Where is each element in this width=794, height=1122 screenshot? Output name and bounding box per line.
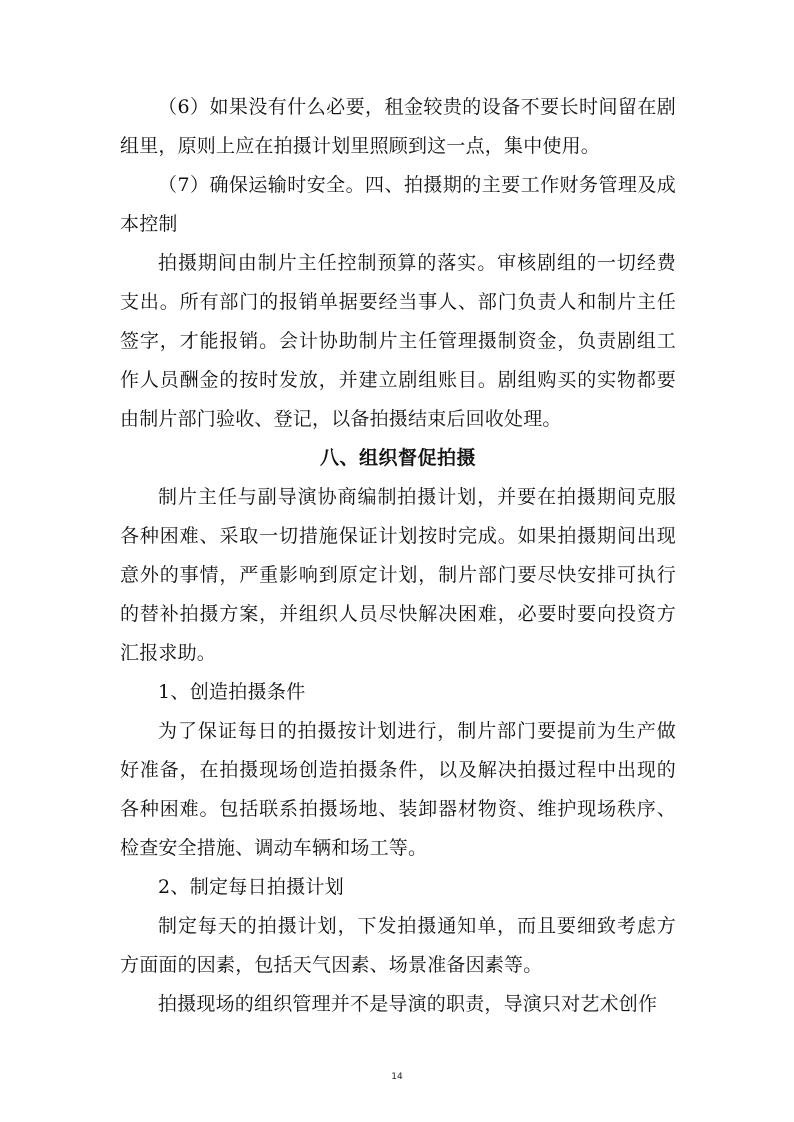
document-body (120, 88, 676, 1024)
paragraph-equipment-rental: （6）如果没有什么必要，租金较贵的设备不要长时间留在剧组里，原则上应在拍摄计划里照顾到这一点，集中使用。 (120, 96, 676, 157)
paragraph-daily-plan: 制定每天的拍摄计划，下发拍摄通知单，而且要细致考虑方方面面的因素，包括天气因素、场景准备因素等。 (120, 915, 676, 976)
subheading-daily-plan: 2、制定每日拍摄计划 (158, 876, 345, 898)
paragraph-shooting-conditions: 为了保证每日的拍摄按计划进行，制片部门要提前为生产做好准备，在拍摄现场创造拍摄条件，以及解决拍摄过程中出现的各种困难。包括联系拍摄场地、装卸器材物资、维护现场秩序、检查安全措施、调动车辆和场工等。 (120, 720, 676, 859)
page-number: 14 (391, 1072, 403, 1082)
subheading-shooting-conditions: 1、创造拍摄条件 (158, 681, 306, 703)
section-heading: 八、组织督促拍摄 (319, 447, 476, 469)
paragraph-transport-safety: （7）确保运输时安全。四、拍摄期的主要工作财务管理及成本控制 (120, 174, 676, 235)
paragraph-budget-control: 拍摄期间由制片主任控制预算的落实。审核剧组的一切经费支出。所有部门的报销单据要经当事人、部门负责人和制片主任签字，才能报销。会计协助制片主任管理摄制资金，负责剧组工作人员酬金的按时发放，并建立剧组账目。剧组购买的实物都要由制片部门验收、登记，以备拍摄结束后回收处理。 (120, 252, 676, 430)
paragraph-shooting-plan: 制片主任与副导演协商编制拍摄计划，并要在拍摄期间克服各种困难、采取一切措施保证计划按时完成。如果拍摄期间出现意外的事情，严重影响到原定计划，制片部门要尽快安排可执行的替补拍摄方案，并组织人员尽快解决困难，必要时要向投资方汇报求助。 (120, 486, 676, 664)
paragraph-onsite-management: 拍摄现场的组织管理并不是导演的职责，导演只对艺术创作 (158, 993, 658, 1015)
